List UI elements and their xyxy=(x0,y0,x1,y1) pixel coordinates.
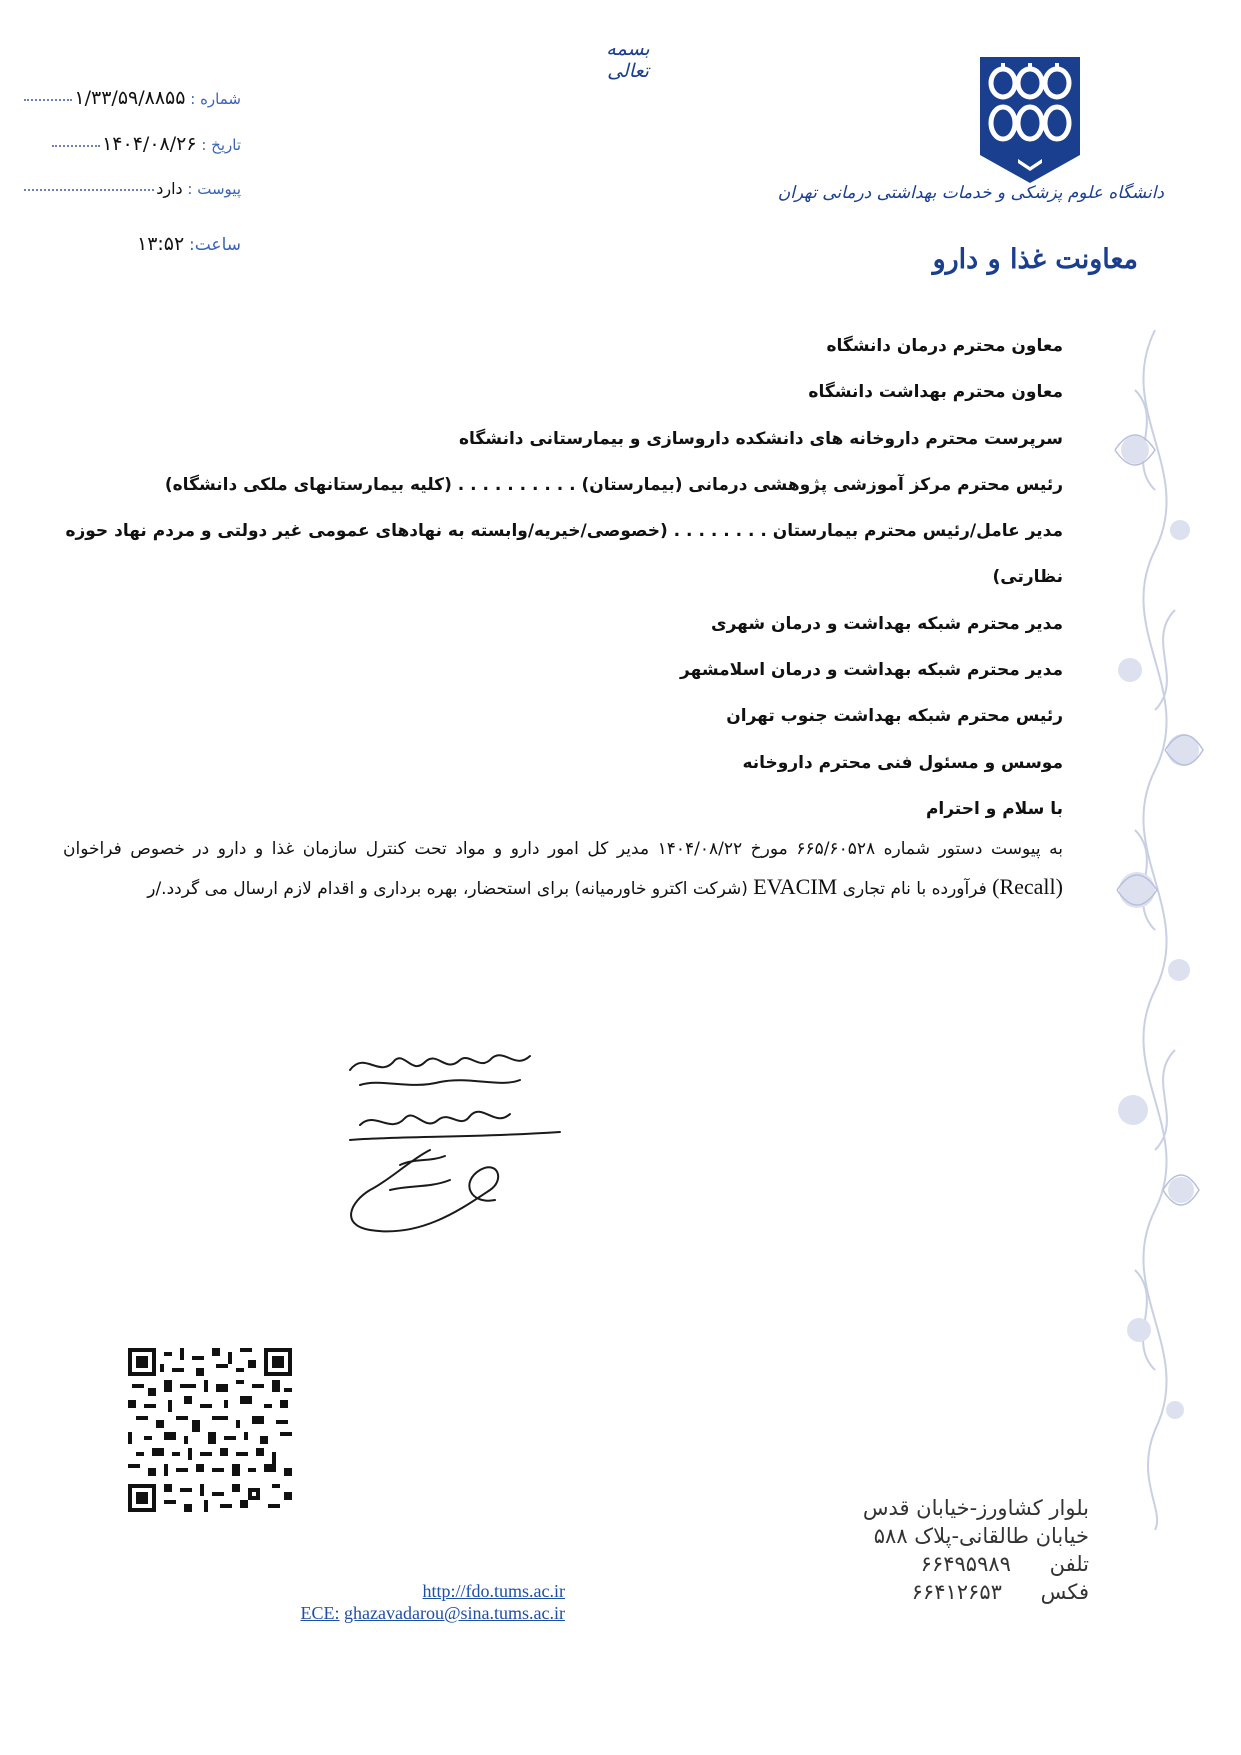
address-line: بلوار کشاورز-خیابان قدس xyxy=(862,1496,1089,1520)
phone-label: تلفن xyxy=(1049,1552,1089,1576)
brand-name: EVACIM xyxy=(753,874,838,899)
recipient-line: رئیس محترم مرکز آموزشی پژوهشی درمانی (بیمارستان) . . . . . . . . . . (کلیه بیمارستانهای ملکی دانشگاه) xyxy=(164,474,1063,495)
handwritten-signature xyxy=(320,1040,600,1260)
qr-code[interactable] xyxy=(128,1348,292,1512)
attachment-label: پیوست : xyxy=(187,180,241,198)
phone-value: ۶۶۴۹۵۹۸۹ xyxy=(920,1552,1011,1576)
body-text: به پیوست دستور شماره ۶۶۵/۶۰۵۲۸ مورخ ۱۴۰۴/۰۸/۲۲ مدیر کل امور دارو و مواد تحت کنترل سازمان غذا و دارو در خصوص فراخوان xyxy=(63,839,1063,859)
recipient-line: نظارتی) xyxy=(992,567,1063,588)
recipient-line: رئیس محترم شبکه بهداشت جنوب تهران xyxy=(726,706,1063,727)
recipient-line: سرپرست محترم داروخانه های دانشکده داروسازی و بیمارستانی دانشگاه xyxy=(458,428,1063,449)
recipient-line: موسس و مسئول فنی محترم داروخانه xyxy=(742,752,1063,773)
time-label: ساعت: xyxy=(189,235,241,255)
fax-label: فکس xyxy=(1040,1580,1089,1604)
dotted-leader xyxy=(52,145,100,147)
phone-row xyxy=(863,1550,1089,1578)
university-logo xyxy=(978,55,1082,185)
letter-body xyxy=(63,830,1063,908)
recipient-line: مدیر محترم شبکه بهداشت و درمان اسلامشهر xyxy=(680,660,1063,681)
fax-value: ۶۶۴۱۲۶۵۳ xyxy=(911,1580,1002,1604)
attachment-value: دارد xyxy=(156,179,183,198)
bismillah: بسمه تعالی xyxy=(606,38,650,82)
decorative-border xyxy=(1095,330,1215,1530)
letter-number-row xyxy=(24,87,241,109)
attachment-row xyxy=(24,179,241,198)
dotted-leader xyxy=(24,99,72,101)
letter-date-row xyxy=(52,133,241,155)
ece-email-link[interactable]: ghazavadarou@sina.tums.ac.ir xyxy=(344,1603,565,1623)
body-text: فرآورده با نام تجاری xyxy=(837,879,993,899)
address-line: خیابان طالقانی-پلاک ۵۸۸ xyxy=(873,1524,1089,1548)
number-label: شماره : xyxy=(190,90,241,108)
address-block xyxy=(863,1494,1089,1606)
recipient-line: مدیر عامل/رئیس محترم بیمارستان . . . . . . . . (خصوصی/خیریه/وابسته به نهادهای عمومی غیر دولتی و مردم نهاد حوزه xyxy=(65,521,1063,542)
recipient-line: معاون محترم درمان دانشگاه xyxy=(826,336,1063,356)
date-label: تاریخ : xyxy=(201,136,241,154)
time-value: ۱۳:۵۲ xyxy=(136,233,185,255)
university-name: دانشگاه علوم پزشکی و خدمات بهداشتی درمانی تهران xyxy=(777,183,1164,203)
number-value: ۱/۳۳/۵۹/۸۸۵۵ xyxy=(74,87,186,109)
recipient-line: مدیر محترم شبکه بهداشت و درمان شهری xyxy=(711,613,1063,634)
dotted-leader xyxy=(24,189,154,191)
recipient-line: معاون محترم بهداشت دانشگاه xyxy=(808,382,1063,403)
body-text: (شرکت اکترو خاورمیانه) برای استحضار، بهره برداری و اقدام لازم ارسال می گردد./ر xyxy=(147,879,754,899)
ece-label: ECE: xyxy=(300,1603,340,1623)
recipients-list xyxy=(53,323,1063,832)
website-link[interactable]: http://fdo.tums.ac.ir xyxy=(422,1581,565,1601)
fax-row xyxy=(863,1578,1089,1606)
contact-links xyxy=(255,1580,565,1624)
greeting: با سلام و احترام xyxy=(925,798,1063,819)
department-name: معاونت غذا و دارو xyxy=(932,244,1138,275)
recall-term: (Recall) xyxy=(992,874,1063,899)
date-value: ۱۴۰۴/۰۸/۲۶ xyxy=(102,133,197,155)
time-row xyxy=(137,233,241,255)
